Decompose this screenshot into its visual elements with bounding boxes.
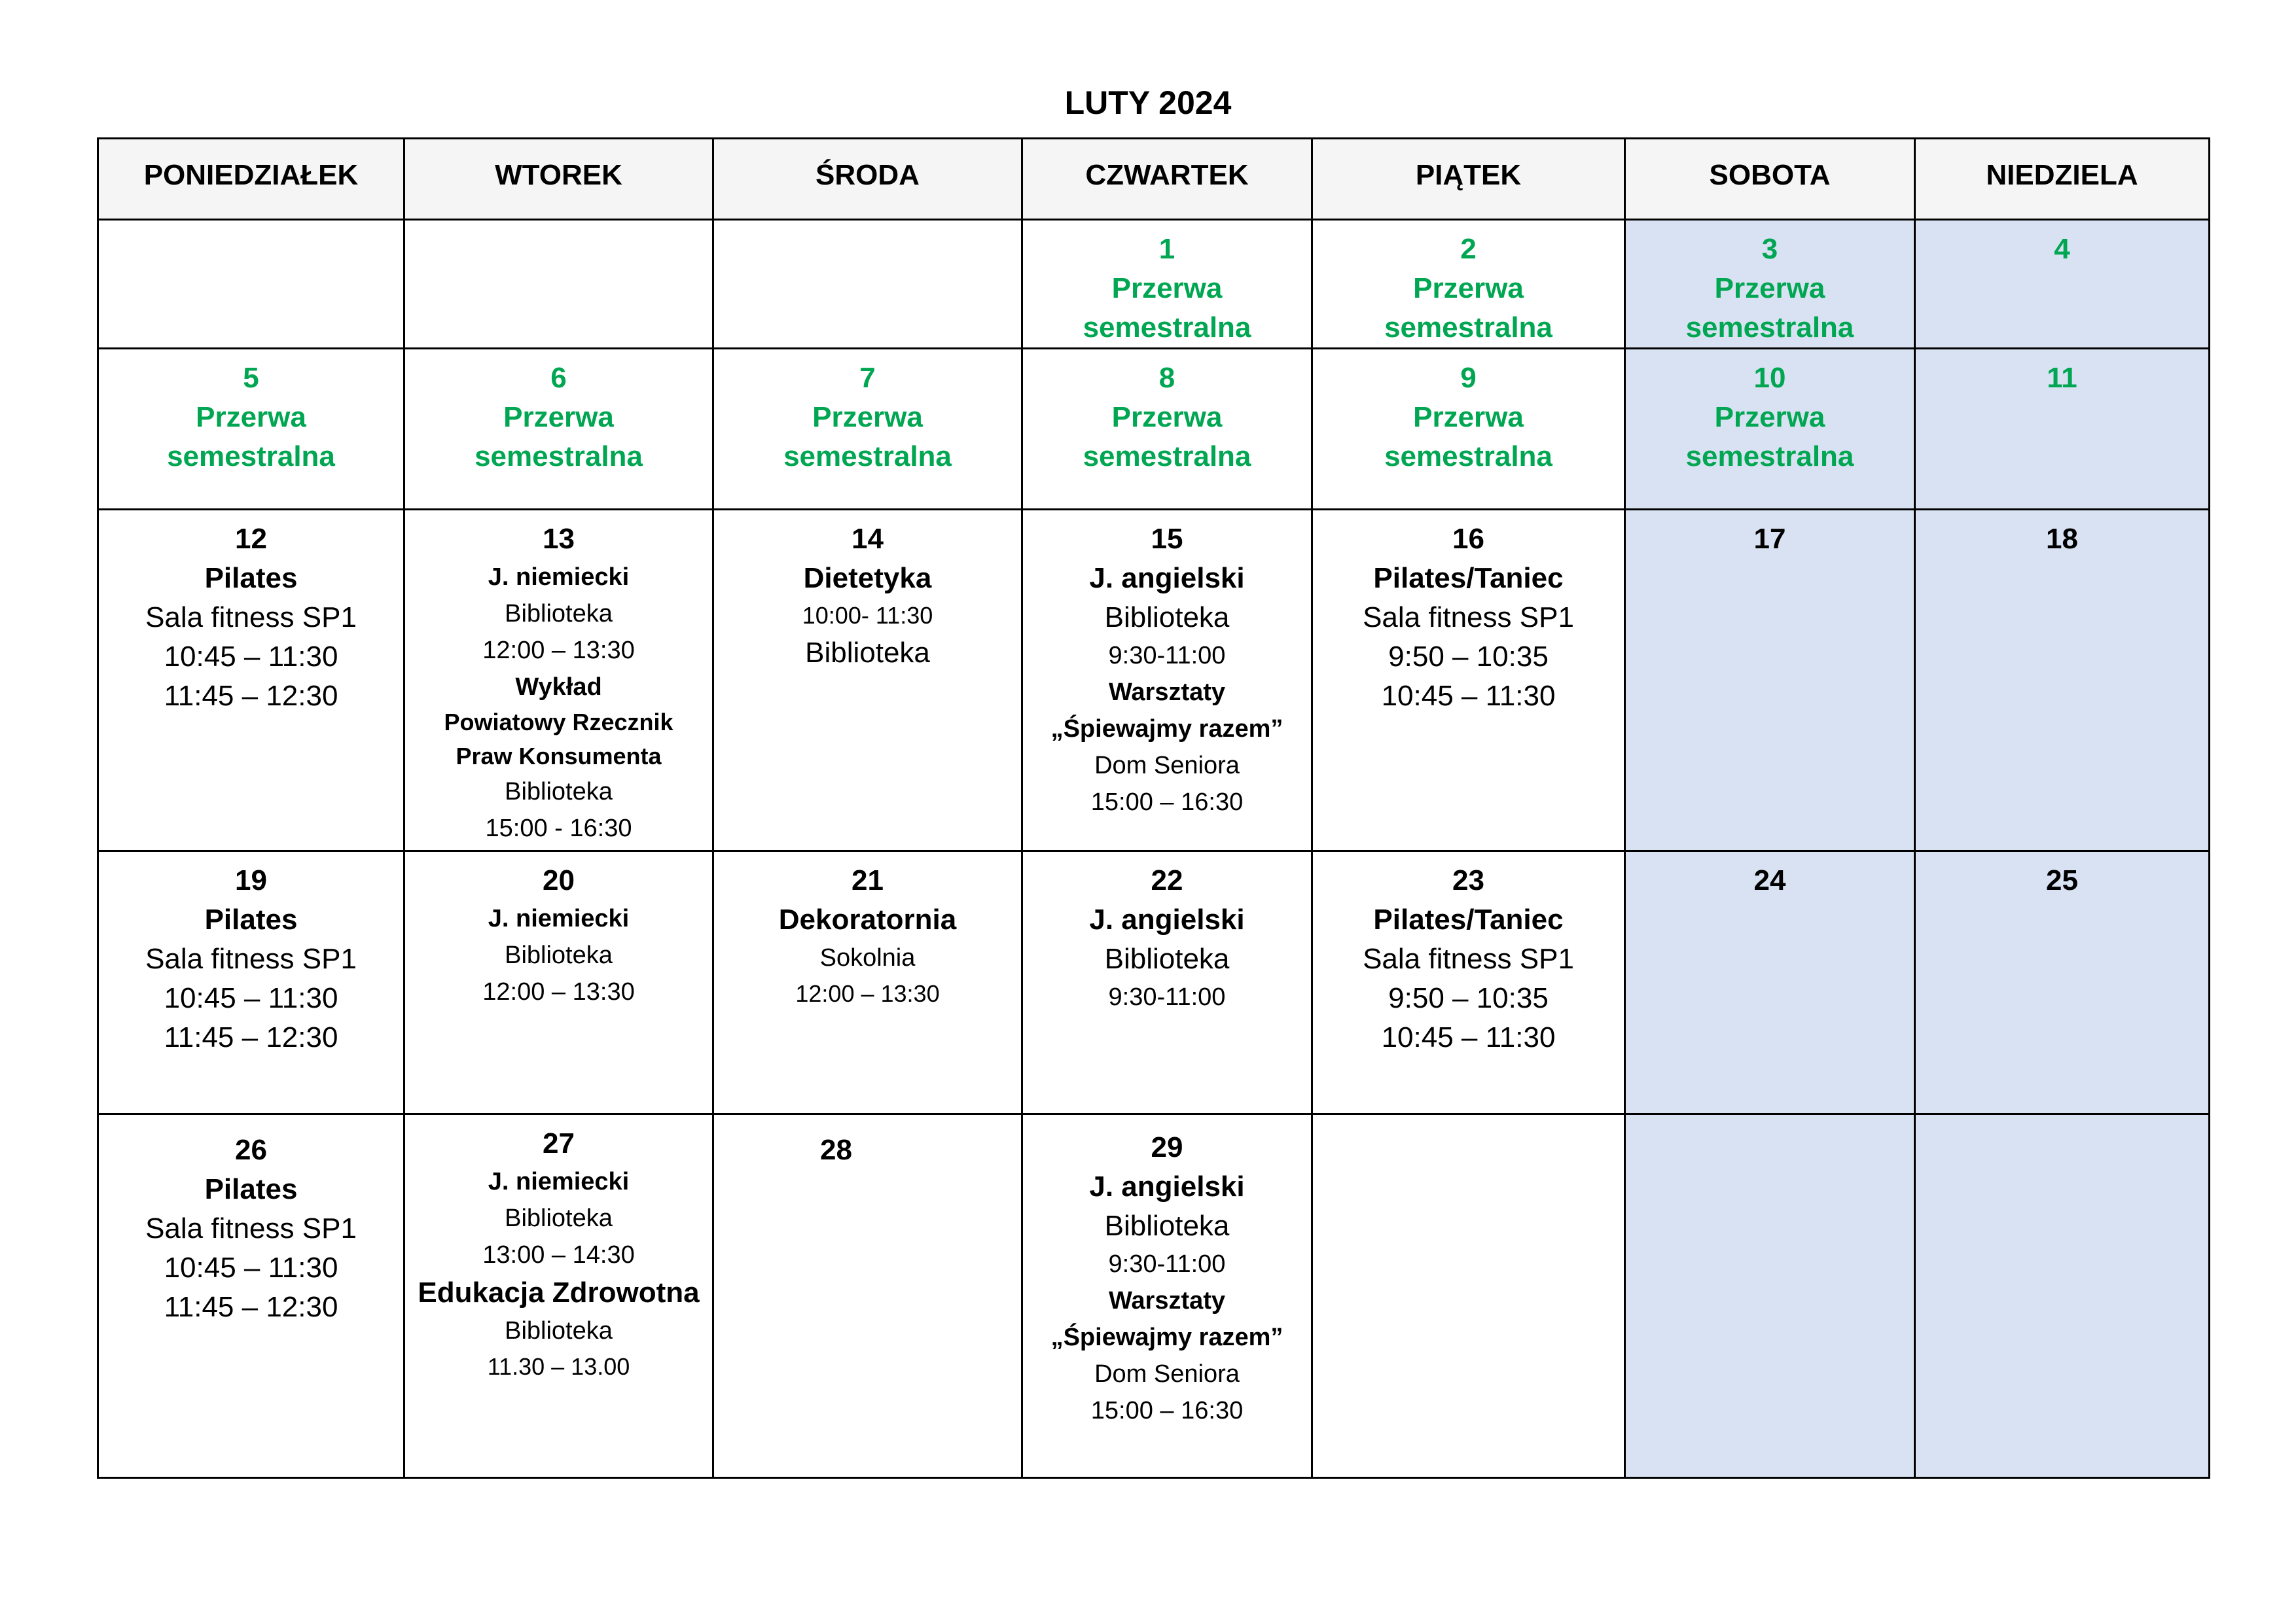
- empty-day-cell: [1312, 1114, 1625, 1478]
- day-cell: [404, 349, 713, 510]
- event-title: Dekoratornia: [778, 904, 957, 936]
- event-location: Sokolnia: [819, 944, 916, 972]
- break-label: Przerwa: [196, 401, 306, 433]
- break-label: semestralna: [1384, 311, 1552, 344]
- event-time: 9:30-11:00: [1108, 1250, 1226, 1278]
- calendar-table: [97, 137, 2210, 1479]
- event-subtitle: Powiatowy Rzecznik: [444, 709, 673, 735]
- event-time: 12:00 – 13:30: [795, 980, 940, 1007]
- event-time: 15:00 - 16:30: [485, 815, 632, 842]
- day-number: 3: [1761, 233, 1778, 265]
- day-cell: [1312, 349, 1625, 510]
- day-cell: [1915, 220, 2210, 349]
- day-number: 15: [1151, 523, 1183, 555]
- day-number: 8: [1158, 362, 1175, 394]
- day-number: 21: [852, 864, 884, 896]
- day-cell: [1022, 220, 1312, 349]
- day-number: 4: [2054, 233, 2070, 265]
- event-title: J. niemiecki: [488, 905, 630, 932]
- day-number: 7: [859, 362, 876, 394]
- week-row: [98, 349, 2210, 510]
- event-location: Biblioteka: [505, 778, 613, 805]
- event-location: Biblioteka: [805, 637, 930, 669]
- event-title: Warsztaty: [1108, 679, 1226, 706]
- event-title: J. angielski: [1089, 1171, 1245, 1203]
- week-row: [98, 851, 2210, 1114]
- event-location: Dom Seniora: [1094, 1360, 1240, 1388]
- event-time: 13:00 – 14:30: [482, 1241, 635, 1269]
- event-location: Sala fitness SP1: [145, 1212, 357, 1244]
- weekday-sunday: NIEDZIELA: [1915, 139, 2210, 220]
- event-title: Pilates/Taniec: [1373, 904, 1564, 936]
- day-cell: [713, 510, 1022, 851]
- event-title: Edukacja Zdrowotna: [418, 1277, 700, 1309]
- break-label: Przerwa: [1714, 401, 1825, 433]
- event-location: Dom Seniora: [1094, 752, 1240, 779]
- day-number: 28: [820, 1134, 852, 1166]
- day-cell: [1625, 851, 1915, 1114]
- event-title: Wykład: [515, 673, 602, 701]
- break-label: Przerwa: [812, 401, 923, 433]
- event-title: J. niemiecki: [488, 1168, 630, 1195]
- event-time: 12:00 – 13:30: [482, 637, 635, 664]
- week-row: [98, 510, 2210, 851]
- day-cell: [1915, 851, 2210, 1114]
- break-label: semestralna: [167, 440, 335, 472]
- event-title: Pilates: [204, 904, 298, 936]
- event-time: 11:45 – 12:30: [164, 1021, 338, 1053]
- day-number: 6: [550, 362, 567, 394]
- page-title: LUTY 2024: [1064, 84, 1232, 121]
- day-cell: [1312, 851, 1625, 1114]
- weekday-header-row: [98, 139, 2210, 220]
- day-cell: [1022, 349, 1312, 510]
- break-label: Przerwa: [1111, 401, 1223, 433]
- weekday-monday: PONIEDZIAŁEK: [98, 139, 404, 220]
- empty-day-cell: [98, 220, 404, 349]
- weekday-saturday: SOBOTA: [1625, 139, 1915, 220]
- day-cell: [713, 1114, 1022, 1478]
- event-title: Pilates: [204, 562, 298, 594]
- event-time: 10:45 – 11:30: [1381, 1021, 1556, 1053]
- day-number: 10: [1753, 362, 1786, 394]
- break-label: Przerwa: [1714, 272, 1825, 304]
- event-time: 9:30-11:00: [1108, 983, 1226, 1011]
- break-label: Przerwa: [1413, 401, 1524, 433]
- empty-day-cell: [404, 220, 713, 349]
- event-location: Sala fitness SP1: [145, 943, 357, 975]
- event-time: 10:45 – 11:30: [164, 1252, 338, 1284]
- day-cell: [1022, 851, 1312, 1114]
- day-number: 12: [235, 523, 267, 555]
- day-cell: [1625, 220, 1915, 349]
- event-time: 9:30-11:00: [1108, 642, 1226, 669]
- day-cell: [1625, 349, 1915, 510]
- event-time: 9:50 – 10:35: [1388, 982, 1549, 1014]
- day-number: 9: [1460, 362, 1477, 394]
- event-location: Sala fitness SP1: [145, 601, 357, 633]
- event-title: Pilates: [204, 1173, 298, 1205]
- event-subtitle: Praw Konsumenta: [456, 743, 662, 769]
- event-time: 11:45 – 12:30: [164, 1291, 338, 1323]
- event-title: J. angielski: [1089, 562, 1245, 594]
- break-label: semestralna: [1685, 311, 1854, 344]
- event-location: Biblioteka: [505, 600, 613, 627]
- event-time: 12:00 – 13:30: [482, 978, 635, 1006]
- weekday-wednesday: ŚRODA: [713, 139, 1022, 220]
- event-time: 9:50 – 10:35: [1388, 641, 1549, 673]
- day-number: 13: [543, 523, 575, 555]
- day-number: 1: [1158, 233, 1175, 265]
- event-location: Sala fitness SP1: [1363, 943, 1574, 975]
- weekday-tuesday: WTOREK: [404, 139, 713, 220]
- day-number: 11: [2047, 362, 2077, 394]
- break-label: semestralna: [1083, 440, 1251, 472]
- day-cell: [1625, 510, 1915, 851]
- day-cell: [1915, 510, 2210, 851]
- day-number: 5: [243, 362, 259, 394]
- event-time: 10:45 – 11:30: [164, 982, 338, 1014]
- day-cell: [98, 1114, 404, 1478]
- event-time: 10:00- 11:30: [802, 602, 933, 629]
- day-number: 27: [543, 1127, 575, 1159]
- day-number: 2: [1460, 233, 1477, 265]
- day-cell: [98, 349, 404, 510]
- day-number: 25: [2046, 864, 2078, 896]
- day-number: 20: [543, 864, 575, 896]
- break-label: Przerwa: [1111, 272, 1223, 304]
- break-label: semestralna: [1384, 440, 1552, 472]
- empty-day-cell: [1915, 1114, 2210, 1478]
- day-number: 17: [1753, 523, 1786, 555]
- day-number: 26: [235, 1134, 267, 1166]
- day-cell: [713, 349, 1022, 510]
- event-time: 10:45 – 11:30: [164, 641, 338, 673]
- day-number: 16: [1452, 523, 1484, 555]
- day-cell: [1022, 1114, 1312, 1478]
- event-title: J. niemiecki: [488, 563, 630, 591]
- event-title: Warsztaty: [1108, 1287, 1226, 1315]
- event-location: Biblioteka: [1104, 1210, 1230, 1242]
- event-time: 11:45 – 12:30: [164, 680, 338, 712]
- week-row: [98, 220, 2210, 349]
- event-location: Biblioteka: [505, 1205, 613, 1232]
- day-cell: [1312, 510, 1625, 851]
- event-location: Biblioteka: [505, 942, 613, 969]
- day-number: 22: [1151, 864, 1183, 896]
- day-cell: [713, 851, 1022, 1114]
- day-cell: [1312, 220, 1625, 349]
- day-cell: [404, 1114, 713, 1478]
- break-label: semestralna: [1083, 311, 1251, 344]
- empty-day-cell: [1625, 1114, 1915, 1478]
- weekday-friday: PIĄTEK: [1312, 139, 1625, 220]
- event-location: Biblioteka: [1104, 601, 1230, 633]
- empty-day-cell: [713, 220, 1022, 349]
- day-cell: [1022, 510, 1312, 851]
- event-time: 10:45 – 11:30: [1381, 680, 1556, 712]
- day-cell: [98, 510, 404, 851]
- day-cell: [404, 851, 713, 1114]
- week-row: [98, 1114, 2210, 1478]
- event-title: Pilates/Taniec: [1373, 562, 1564, 594]
- day-number: 29: [1151, 1131, 1183, 1163]
- day-number: 14: [852, 523, 884, 555]
- break-label: Przerwa: [503, 401, 614, 433]
- event-time: 15:00 – 16:30: [1090, 1397, 1244, 1424]
- event-time: 11.30 – 13.00: [487, 1353, 630, 1380]
- weekday-thursday: CZWARTEK: [1022, 139, 1312, 220]
- day-number: 19: [235, 864, 267, 896]
- event-location: Biblioteka: [1104, 943, 1230, 975]
- day-cell: [98, 851, 404, 1114]
- event-title: Dietetyka: [803, 562, 932, 594]
- break-label: semestralna: [783, 440, 952, 472]
- event-subtitle: „Śpiewajmy razem”: [1050, 715, 1283, 743]
- break-label: semestralna: [475, 440, 643, 472]
- break-label: semestralna: [1685, 440, 1854, 472]
- day-number: 18: [2046, 523, 2078, 555]
- event-subtitle: „Śpiewajmy razem”: [1050, 1324, 1283, 1351]
- event-title: J. angielski: [1089, 904, 1245, 936]
- event-location: Biblioteka: [505, 1317, 613, 1345]
- break-label: Przerwa: [1413, 272, 1524, 304]
- day-cell: [1915, 349, 2210, 510]
- event-time: 15:00 – 16:30: [1090, 788, 1244, 816]
- event-location: Sala fitness SP1: [1363, 601, 1574, 633]
- day-cell: [404, 510, 713, 851]
- day-number: 24: [1753, 864, 1786, 896]
- day-number: 23: [1452, 864, 1484, 896]
